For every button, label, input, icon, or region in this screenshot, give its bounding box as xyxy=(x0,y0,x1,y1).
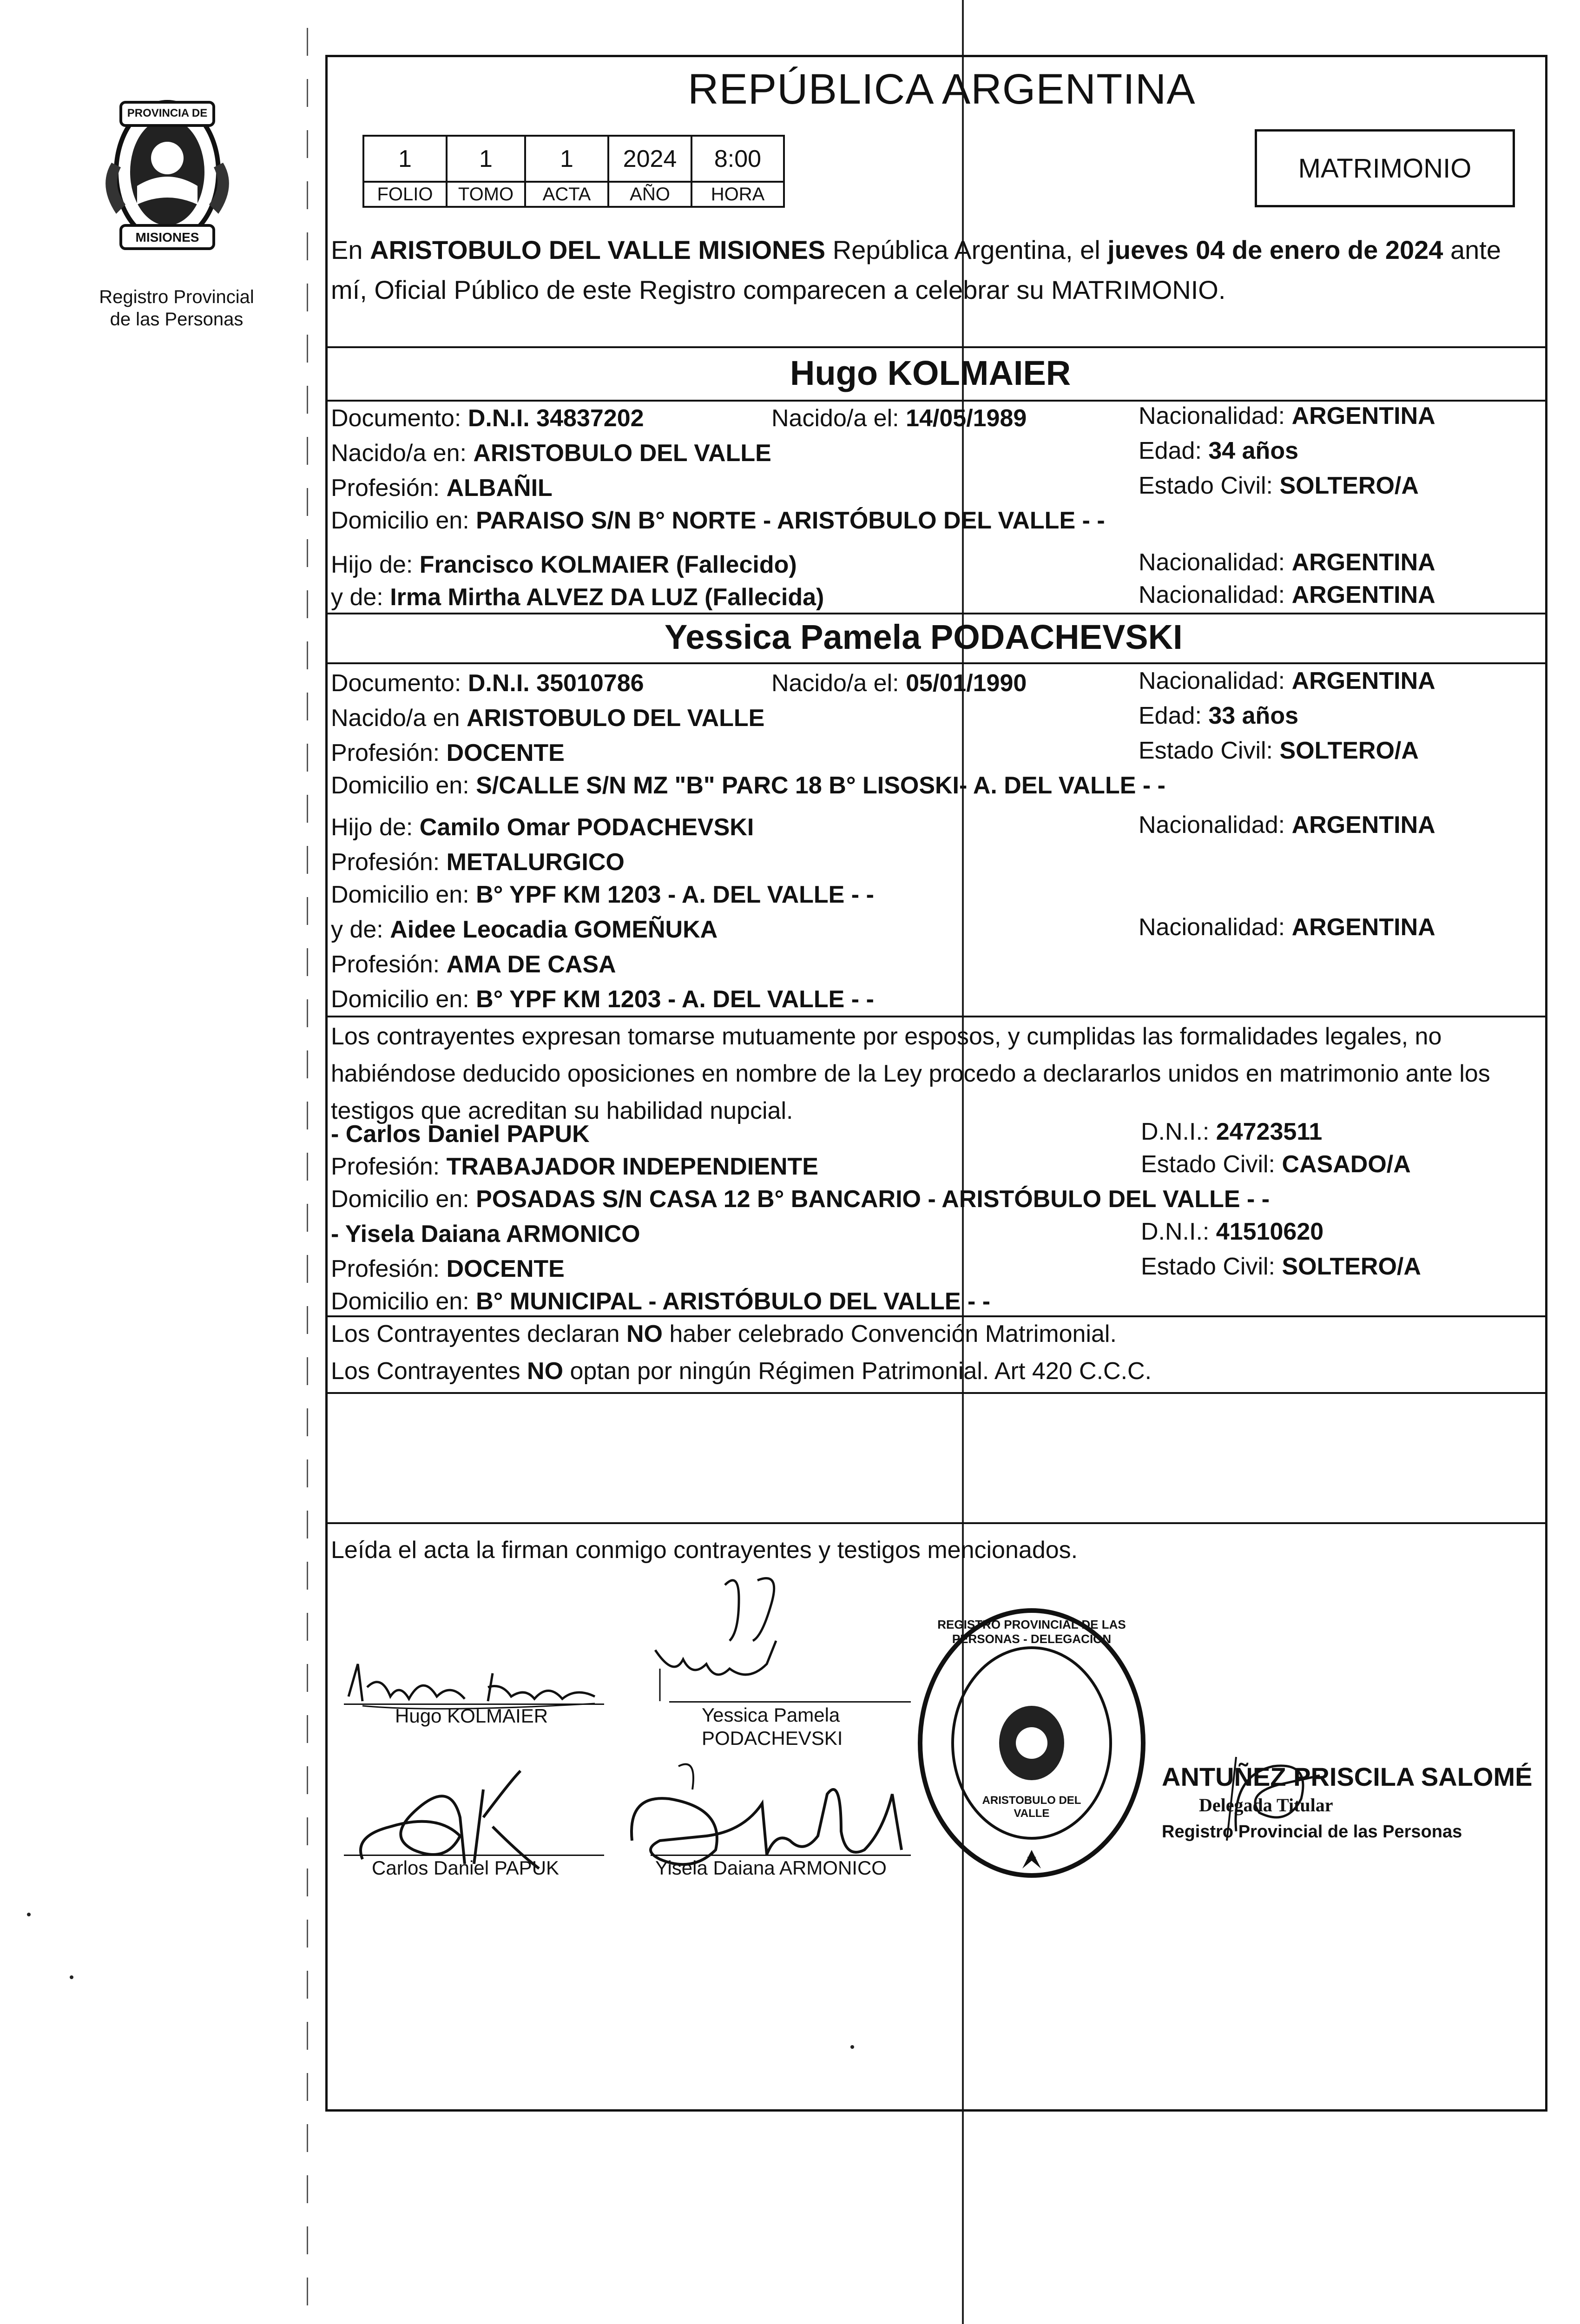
logo-caption-line1: Registro Provincial xyxy=(99,287,254,307)
bride-father-addr: B° YPF KM 1203 - A. DEL VALLE - - xyxy=(476,881,874,908)
witness2-addr-row xyxy=(331,1287,990,1315)
groom-addr-row xyxy=(331,507,1105,535)
ano-value: 2024 xyxy=(608,136,691,182)
bride-father-prof-row xyxy=(331,848,625,876)
groom-mother-nat-label: Nacionalidad: xyxy=(1139,581,1285,608)
rule-after-notes xyxy=(325,1392,1547,1394)
rule-before-signatures xyxy=(325,1522,1547,1524)
bride-doc-row xyxy=(331,669,644,697)
document-title: REPÚBLICA ARGENTINA xyxy=(688,66,1196,113)
groom-name: Hugo KOLMAIER xyxy=(790,354,1071,392)
witness2-dni-label: D.N.I.: xyxy=(1141,1218,1210,1245)
witness1-civil-label: Estado Civil: xyxy=(1141,1151,1275,1178)
bride-addr-label: Domicilio en: xyxy=(331,772,469,799)
witness1-signature-line xyxy=(344,1855,604,1856)
bride-age-row xyxy=(1139,702,1298,730)
note-regime-c: optan por ningún Régimen Patrimonial. Art 420 C.C.C. xyxy=(563,1358,1152,1385)
bride-born-on-label: Nacido/a el: xyxy=(771,670,899,697)
groom-prof-row xyxy=(331,474,553,502)
note-regime xyxy=(331,1357,1152,1385)
witness2-prof: DOCENTE xyxy=(446,1255,565,1282)
groom-born-in: ARISTOBULO DEL VALLE xyxy=(473,440,771,467)
groom-addr: PARAISO S/N B° NORTE - ARISTÓBULO DEL VALLE - - xyxy=(476,507,1105,534)
intro-text-1: En xyxy=(331,235,370,264)
intro-text-3: ante mí, Oficial Público de este Registro comparecen a celebrar su MATRIMONIO. xyxy=(331,235,1501,304)
logo-caption-line2: de las Personas xyxy=(110,309,244,330)
bride-mother-prof: AMA DE CASA xyxy=(446,951,616,978)
bride-prof-row xyxy=(331,739,565,767)
witness2-signature-caption: Yisela Daiana ARMONICO xyxy=(655,1857,887,1879)
bride-civil: SOLTERO/A xyxy=(1279,737,1419,764)
acta-label: ACTA xyxy=(525,182,608,207)
witness2-dni-row xyxy=(1141,1218,1323,1246)
bride-age: 33 años xyxy=(1208,702,1298,729)
tomo-label: TOMO xyxy=(447,182,525,207)
groom-prof: ALBAÑIL xyxy=(446,475,553,502)
witness1-dni-row xyxy=(1141,1118,1322,1146)
bride-mother-label: y de: xyxy=(331,916,383,943)
note-convention-a: Los Contrayentes declaran xyxy=(331,1320,626,1347)
bride-born-on-row xyxy=(771,669,1027,697)
bride-mother-nat-label: Nacionalidad: xyxy=(1139,914,1285,941)
witness1-prof: TRABAJADOR INDEPENDIENTE xyxy=(446,1153,818,1180)
groom-addr-label: Domicilio en: xyxy=(331,507,469,534)
groom-doc-label: Documento: xyxy=(331,405,461,432)
province-emblem xyxy=(93,93,242,260)
witness2-prof-row xyxy=(331,1255,565,1283)
bride-mother-row xyxy=(331,916,718,944)
bride-mother-addr: B° YPF KM 1203 - A. DEL VALLE - - xyxy=(476,986,874,1013)
groom-civil: SOLTERO/A xyxy=(1279,472,1419,499)
groom-doc-row xyxy=(331,404,644,432)
intro-text-2: República Argentina, el xyxy=(825,235,1108,264)
bride-doc-label: Documento: xyxy=(331,670,461,697)
witness1-dni-label: D.N.I.: xyxy=(1141,1118,1210,1145)
groom-born-on-label: Nacido/a el: xyxy=(771,405,899,432)
note-regime-b: NO xyxy=(527,1358,564,1385)
witness2-dni: 41510620 xyxy=(1216,1218,1324,1245)
hora-label: HORA xyxy=(691,182,784,207)
bride-nat-label: Nacionalidad: xyxy=(1139,667,1285,694)
witness2-civil-label: Estado Civil: xyxy=(1141,1253,1275,1280)
groom-doc: D.N.I. 34837202 xyxy=(467,405,644,432)
groom-mother-label: y de: xyxy=(331,584,383,611)
scan-speck xyxy=(850,2045,854,2049)
note-regime-a: Los Contrayentes xyxy=(331,1358,527,1385)
bride-father-addr-row xyxy=(331,881,874,909)
bride-mother-nat-row xyxy=(1139,913,1435,941)
officer-surname: ANTUÑEZ xyxy=(1162,1762,1286,1791)
groom-born-on-row xyxy=(771,404,1027,432)
rule-after-intro xyxy=(325,346,1547,348)
scan-speck xyxy=(70,1975,73,1979)
bride-born-in-label: Nacido/a en xyxy=(331,705,460,732)
bride-mother-addr-label: Domicilio en: xyxy=(331,986,469,1013)
groom-age-row xyxy=(1139,437,1298,465)
binder-margin-line xyxy=(307,28,308,2324)
bride-name: Yessica Pamela PODACHEVSKI xyxy=(665,618,1183,656)
groom-father-row xyxy=(331,551,797,579)
bride-father-label: Hijo de: xyxy=(331,814,413,841)
groom-civil-label: Estado Civil: xyxy=(1139,472,1273,499)
bride-signature-caption xyxy=(702,1703,843,1750)
officer-org: Registro Provincial de las Personas xyxy=(1162,1822,1462,1842)
bride-signature xyxy=(646,1571,841,1715)
intro-date: jueves 04 de enero de 2024 xyxy=(1107,235,1443,264)
bride-nat: ARGENTINA xyxy=(1291,667,1435,694)
bride-addr: S/CALLE S/N MZ "B" PARC 18 B° LISOSKI- A. DEL VALLE - - xyxy=(476,772,1165,799)
witness1-addr-label: Domicilio en: xyxy=(331,1186,469,1213)
witness2-prof-label: Profesión: xyxy=(331,1255,440,1282)
acta-value: 1 xyxy=(525,136,608,182)
groom-age-label: Edad: xyxy=(1139,437,1202,464)
witness2-addr-label: Domicilio en: xyxy=(331,1288,469,1315)
tomo-value: 1 xyxy=(447,136,525,182)
groom-mother-nat-row xyxy=(1139,581,1435,609)
witness1-name: - Carlos Daniel PAPUK xyxy=(331,1121,590,1148)
witness1-civil: CASADO/A xyxy=(1282,1151,1411,1178)
bride-mother-prof-label: Profesión: xyxy=(331,951,440,978)
officer-given-names: PRISCILA SALOMÉ xyxy=(1293,1762,1533,1791)
rule-after-groom xyxy=(325,613,1547,614)
groom-born-in-label: Nacido/a en: xyxy=(331,440,467,467)
witness1-addr: POSADAS S/N CASA 12 B° BANCARIO - ARISTÓBULO DEL VALLE - - xyxy=(476,1186,1270,1213)
groom-father: Francisco KOLMAIER (Fallecido) xyxy=(419,551,797,578)
groom-born-on: 14/05/1989 xyxy=(906,405,1027,432)
groom-mother: Irma Mirtha ALVEZ DA LUZ (Fallecida) xyxy=(390,584,824,611)
closing-sentence: Leída el acta la firman conmigo contrayentes y testigos mencionados. xyxy=(331,1537,1078,1564)
bride-signature-line xyxy=(669,1701,911,1703)
witness1-addr-row xyxy=(331,1185,1270,1213)
bride-mother-nat: ARGENTINA xyxy=(1291,914,1435,941)
bride-father-row xyxy=(331,813,754,841)
rule-bride-name xyxy=(325,662,1547,664)
bride-nat-row xyxy=(1139,667,1435,695)
groom-civil-row xyxy=(1139,472,1419,500)
bride-father-prof-label: Profesión: xyxy=(331,849,440,876)
bride-caption-line2: PODACHEVSKI xyxy=(702,1727,843,1749)
groom-signature-caption: Hugo KOLMAIER xyxy=(395,1705,548,1727)
witness2-civil: SOLTERO/A xyxy=(1282,1253,1421,1280)
officer-role: Delegada Titular xyxy=(1199,1795,1333,1816)
bride-civil-label: Estado Civil: xyxy=(1139,737,1273,764)
bride-father-nat-label: Nacionalidad: xyxy=(1139,812,1285,838)
groom-age: 34 años xyxy=(1208,437,1298,464)
groom-born-in-row xyxy=(331,439,771,467)
record-reference-table xyxy=(362,135,785,208)
groom-prof-label: Profesión: xyxy=(331,475,440,502)
emblem-bottom-text: MISIONES xyxy=(135,230,199,244)
groom-father-nat-row xyxy=(1139,548,1435,576)
bride-born-in-row xyxy=(331,704,764,732)
witness2-signature-line xyxy=(651,1855,911,1856)
groom-father-nat-label: Nacionalidad: xyxy=(1139,549,1285,576)
witness1-prof-row xyxy=(331,1153,818,1181)
witness2-addr: B° MUNICIPAL - ARISTÓBULO DEL VALLE - - xyxy=(476,1288,991,1315)
hora-value: 8:00 xyxy=(691,136,784,182)
witness1-civil-row xyxy=(1141,1150,1411,1178)
logo-caption xyxy=(88,286,265,330)
groom-mother-row xyxy=(331,583,824,611)
emblem-top-text: PROVINCIA DE xyxy=(127,107,208,119)
witness1-signature-caption: Carlos Daniel PAPUK xyxy=(372,1857,560,1879)
scan-speck xyxy=(27,1913,31,1916)
bride-caption-line1: Yessica Pamela xyxy=(702,1704,840,1726)
rule-after-bride xyxy=(325,1016,1547,1017)
witness1-dni: 24723511 xyxy=(1216,1118,1323,1145)
note-convention-c: haber celebrado Convención Matrimonial. xyxy=(662,1320,1117,1347)
officer-signature xyxy=(1218,1748,1366,1850)
note-convention xyxy=(331,1320,1117,1348)
bride-prof: DOCENTE xyxy=(446,739,565,766)
groom-father-nat: ARGENTINA xyxy=(1291,549,1435,576)
bride-doc: D.N.I. 35010786 xyxy=(467,670,644,697)
groom-nat-row xyxy=(1139,402,1435,430)
bride-mother-prof-row xyxy=(331,951,616,978)
official-round-stamp xyxy=(911,1604,1152,1882)
bride-age-label: Edad: xyxy=(1139,702,1202,729)
bride-father: Camilo Omar PODACHEVSKI xyxy=(419,814,754,841)
note-convention-b: NO xyxy=(626,1320,663,1347)
bride-father-nat-row xyxy=(1139,811,1435,839)
groom-mother-nat: ARGENTINA xyxy=(1291,581,1435,608)
stamp-inner-text: ARISTOBULO DEL VALLE xyxy=(982,1794,1081,1820)
rule-groom-name xyxy=(325,400,1547,402)
bride-addr-row xyxy=(331,772,1165,799)
act-type-box: MATRIMONIO xyxy=(1255,129,1515,207)
bride-civil-row xyxy=(1139,737,1419,765)
bride-born-on: 05/01/1990 xyxy=(906,670,1027,697)
folio-label: FOLIO xyxy=(363,182,447,207)
witness2-civil-row xyxy=(1141,1253,1421,1281)
witness1-prof-label: Profesión: xyxy=(331,1153,440,1180)
intro-paragraph xyxy=(331,230,1544,310)
bride-mother: Aidee Leocadia GOMEÑUKA xyxy=(390,916,718,943)
bride-born-in: ARISTOBULO DEL VALLE xyxy=(466,705,765,732)
stamp-outer-text: REGISTRO PROVINCIAL DE LAS PERSONAS - DELEGACION xyxy=(937,1618,1126,1646)
intro-place: ARISTOBULO DEL VALLE MISIONES xyxy=(370,235,826,264)
witness2-name: - Yisela Daiana ARMONICO xyxy=(331,1221,640,1248)
bride-father-nat: ARGENTINA xyxy=(1291,812,1435,838)
bride-prof-label: Profesión: xyxy=(331,739,440,766)
bride-mother-addr-row xyxy=(331,985,874,1013)
folio-value: 1 xyxy=(363,136,447,182)
ano-label: AÑO xyxy=(608,182,691,207)
rule-after-witnesses xyxy=(325,1315,1547,1317)
bride-father-addr-label: Domicilio en: xyxy=(331,881,469,908)
declaration-paragraph: Los contrayentes expresan tomarse mutuamente por esposos, y cumplidas las formalidades legales, no habiéndose deducido oposiciones en nombre de la Ley procedo a declararlos unidos en matrimonio ante los testigos que acreditan su habilidad nupcial. xyxy=(331,1023,1490,1124)
groom-father-label: Hijo de: xyxy=(331,551,413,578)
bride-father-prof: METALURGICO xyxy=(446,849,625,876)
groom-nat: ARGENTINA xyxy=(1291,403,1435,429)
groom-nat-label: Nacionalidad: xyxy=(1139,403,1285,429)
